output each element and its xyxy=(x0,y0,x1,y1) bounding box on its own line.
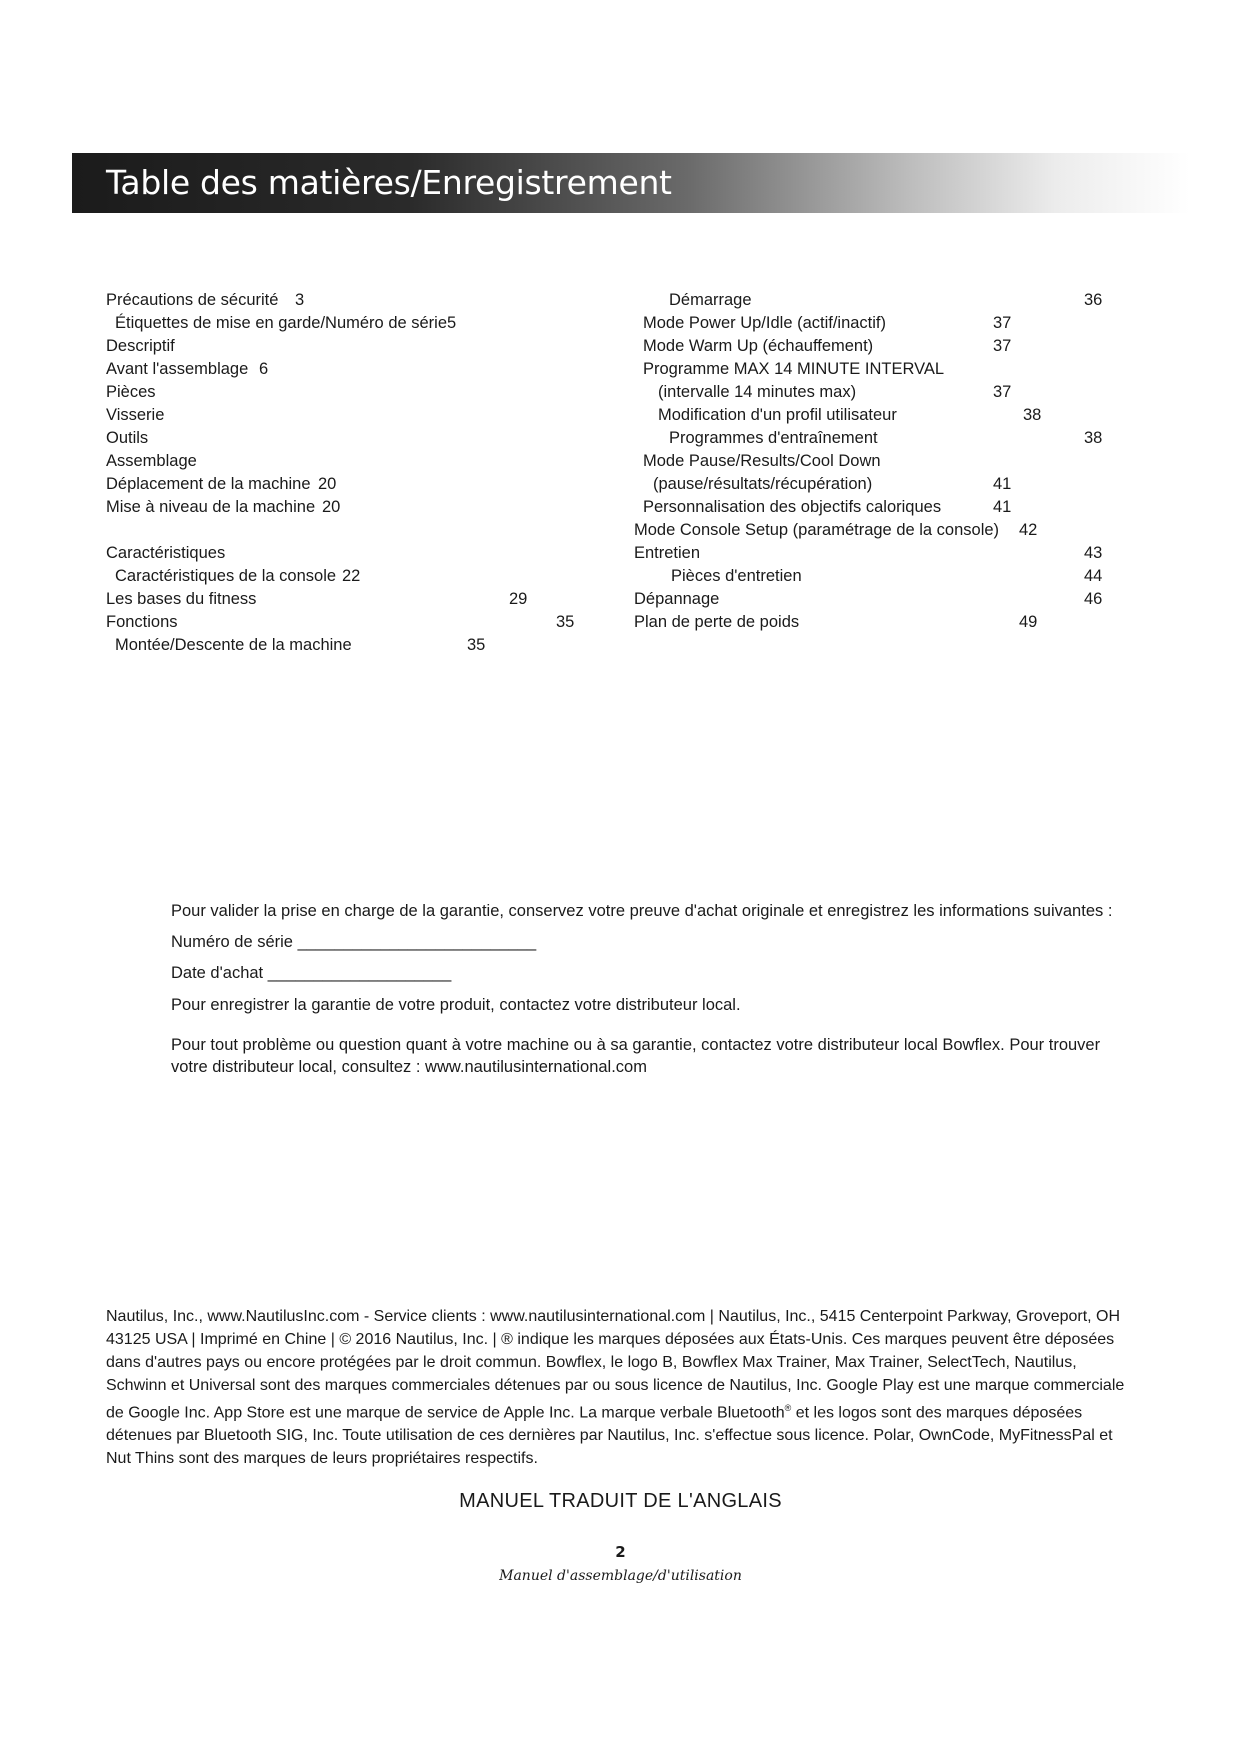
toc-entry-page: 29 xyxy=(509,590,528,608)
toc-entry[interactable] xyxy=(634,358,1124,381)
toc-entry-page: 44 xyxy=(1084,567,1103,585)
toc-entry-page: 3 xyxy=(295,291,305,309)
toc-entry-page: 49 xyxy=(1019,613,1038,631)
toc-entry[interactable] xyxy=(106,588,586,611)
toc-entry[interactable] xyxy=(634,450,1124,473)
registered-mark: ® xyxy=(784,1403,792,1413)
toc-entry-label: Caractéristiques xyxy=(106,544,226,562)
toc-spacer xyxy=(106,519,586,542)
toc-entry[interactable] xyxy=(106,450,586,473)
toc-entry-label: Mise à niveau de la machine xyxy=(106,498,316,516)
toc-entry[interactable] xyxy=(634,542,1124,565)
toc-entry-label: Programmes d'entraînement xyxy=(669,429,878,447)
toc-entry-page: 37 xyxy=(993,337,1012,355)
toc-entry-page: 20 xyxy=(322,498,341,516)
toc-entry-label: Descriptif xyxy=(106,337,175,355)
toc-entry-label: Dépannage xyxy=(634,590,720,608)
toc-entry-label: Avant l'assemblage xyxy=(106,360,249,378)
serial-number-label: Numéro de série xyxy=(171,933,293,951)
purchase-date-row xyxy=(171,962,1121,984)
toc-entry[interactable] xyxy=(634,519,1124,542)
toc-entry-label: Démarrage xyxy=(669,291,752,309)
purchase-date-label: Date d'achat xyxy=(171,964,264,982)
toc-entry[interactable] xyxy=(634,427,1124,450)
toc-entry-label: Mode Pause/Results/Cool Down xyxy=(643,452,881,470)
toc-entry-page: 43 xyxy=(1084,544,1103,562)
toc-entry[interactable] xyxy=(634,473,1124,496)
toc-entry-label: Étiquettes de mise en garde/Numéro de série xyxy=(115,314,448,332)
toc-entry[interactable] xyxy=(634,404,1124,427)
toc-entry[interactable] xyxy=(634,335,1124,358)
toc-entry-label: Programme MAX 14 MINUTE INTERVAL xyxy=(643,360,945,378)
serial-number-row xyxy=(171,931,1121,953)
toc-entry-label: Mode Power Up/Idle (actif/inactif) xyxy=(643,314,887,332)
toc-entry-page: 20 xyxy=(318,475,337,493)
toc-entry-label: Plan de perte de poids xyxy=(634,613,800,631)
toc-entry-page: 38 xyxy=(1023,406,1042,424)
toc-entry[interactable] xyxy=(106,611,586,634)
toc-entry-label: (intervalle 14 minutes max) xyxy=(658,383,857,401)
toc-entry-page: 35 xyxy=(467,636,486,654)
toc-entry-page: 37 xyxy=(993,383,1012,401)
toc-entry[interactable] xyxy=(634,496,1124,519)
toc-entry[interactable] xyxy=(106,542,586,565)
manual-subtitle: Manuel d'assemblage/d'utilisation xyxy=(499,1568,742,1584)
toc-entry-page: 41 xyxy=(993,475,1012,493)
purchase-date-line: ____________________ xyxy=(267,964,452,982)
warranty-section xyxy=(171,900,1121,1078)
toc-entry-label: Personnalisation des objectifs caloriques xyxy=(643,498,942,516)
toc-entry[interactable] xyxy=(106,312,586,335)
toc-entry-page: 5 xyxy=(447,314,457,332)
toc-entry[interactable] xyxy=(634,588,1124,611)
toc-entry[interactable] xyxy=(634,312,1124,335)
warranty-intro: Pour valider la prise en charge de la garantie, conservez votre preuve d'achat originale et enregistrez les informations suivantes : xyxy=(171,902,1113,920)
page-title: Table des matières/Enregistrement xyxy=(106,163,672,202)
legal-text-part-1: Nautilus, Inc., www.NautilusInc.com - Service clients : www.nautilusinternational.com | Nautilus, Inc., 5415 Centerpoint Parkway, Groveport, OH 43125 USA | Imprimé en Chine | © 2016 Nautilus, Inc. | ® indique les marques déposées aux États-Unis. Ces marques peuvent être déposées dans d'autres pays ou encore protégées par le droit commun. Bowflex, le logo B, Bowflex Max Trainer, Max Trainer, SelectTech, Nautilus, Schwinn et Universal sont des marques commerciales détenues par ou sous licence de Nautilus, Inc. Google Play est une marque commerciale de Google Inc. App Store est une marque de service de Apple Inc. La marque verbale Bluetooth xyxy=(106,1308,1125,1422)
warranty-register-text: Pour enregistrer la garantie de votre produit, contactez votre distributeur local. xyxy=(171,996,741,1014)
toc-entry[interactable] xyxy=(106,404,586,427)
toc-entry[interactable] xyxy=(106,289,586,312)
serial-number-line: __________________________ xyxy=(297,933,537,951)
toc-entry[interactable] xyxy=(106,427,586,450)
toc-entry-label: Pièces xyxy=(106,383,156,401)
toc-entry[interactable] xyxy=(634,289,1124,312)
toc-entry-page: 38 xyxy=(1084,429,1103,447)
toc-entry-label: Visserie xyxy=(106,406,165,424)
toc-entry[interactable] xyxy=(634,565,1124,588)
toc-entry-label: Caractéristiques de la console xyxy=(115,567,337,585)
toc-entry-label: Les bases du fitness xyxy=(106,590,257,608)
toc-entry-page: 41 xyxy=(993,498,1012,516)
toc-entry[interactable] xyxy=(106,634,586,657)
toc-entry[interactable] xyxy=(106,496,586,519)
toc-entry[interactable] xyxy=(106,473,586,496)
toc-entry-page: 42 xyxy=(1019,521,1038,539)
header-bar xyxy=(72,153,1190,213)
toc-entry-page: 22 xyxy=(342,567,361,585)
toc-entry-label: Précautions de sécurité xyxy=(106,291,279,309)
toc-entry[interactable] xyxy=(106,381,586,404)
toc-right-column xyxy=(634,289,1124,634)
toc-entry-page: 35 xyxy=(556,613,575,631)
toc-entry[interactable] xyxy=(106,335,586,358)
toc-entry-label: (pause/résultats/récupération) xyxy=(653,475,873,493)
toc-entry-label: Outils xyxy=(106,429,149,447)
toc-entry-page: 36 xyxy=(1084,291,1103,309)
toc-entry[interactable] xyxy=(106,358,586,381)
toc-entry-label: Montée/Descente de la machine xyxy=(115,636,352,654)
toc-entry-page: 46 xyxy=(1084,590,1103,608)
toc-entry-label: Mode Console Setup (paramétrage de la console) xyxy=(634,521,1000,539)
toc-entry-label: Mode Warm Up (échauffement) xyxy=(643,337,874,355)
toc-left-column xyxy=(106,289,586,657)
toc-entry[interactable] xyxy=(634,381,1124,404)
translated-manual-note: MANUEL TRADUIT DE L'ANGLAIS xyxy=(459,1490,782,1512)
toc-entry[interactable] xyxy=(106,565,586,588)
toc-entry-label: Déplacement de la machine xyxy=(106,475,311,493)
warranty-contact-text: Pour tout problème ou question quant à votre machine ou à sa garantie, contactez votre distributeur local Bowflex. Pour trouver votre distributeur local, consultez : www.nautilusinternational.com xyxy=(171,1036,1101,1076)
toc-entry[interactable] xyxy=(634,611,1124,634)
toc-entry-page: 37 xyxy=(993,314,1012,332)
legal-text-part-2: et les logos sont des marques déposées détenues par Bluetooth SIG, Inc. Toute utilisation de ces dernières par Nautilus, Inc. s'effectue sous licence. Polar, OwnCode, MyFitnessPal et Nut Thins sont des marques de leurs propriétaires respectifs. xyxy=(106,1404,1113,1468)
legal-notice xyxy=(106,1305,1141,1470)
toc-entry-label: Assemblage xyxy=(106,452,197,470)
toc-entry-label: Pièces d'entretien xyxy=(671,567,802,585)
page-number: 2 xyxy=(615,1543,626,1561)
toc-entry-label: Entretien xyxy=(634,544,701,562)
toc-entry-page: 6 xyxy=(259,360,269,378)
toc-entry-label: Fonctions xyxy=(106,613,178,631)
toc-entry-label: Modification d'un profil utilisateur xyxy=(658,406,897,424)
